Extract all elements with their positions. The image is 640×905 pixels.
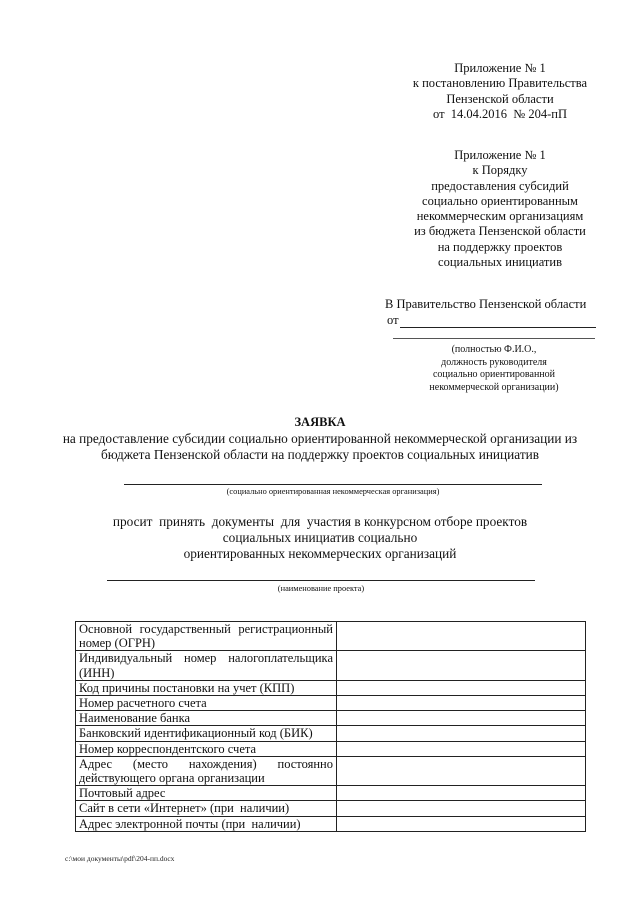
requisite-label: Наименование банка <box>76 711 337 726</box>
fio-fill-line[interactable] <box>393 338 595 339</box>
requisite-value-cell[interactable] <box>337 801 586 816</box>
subtitle-line: бюджета Пензенской области на поддержку проектов социальных инициатив <box>100 447 540 462</box>
request-line: социальных инициатив социально <box>222 530 418 545</box>
organization-fill-line[interactable] <box>124 484 542 485</box>
appendix-2-line: из бюджета Пензенской области <box>414 224 586 239</box>
table-row <box>76 756 586 785</box>
requisite-label: Код причины постановки на учет (КПП) <box>76 680 337 695</box>
application-subtitle <box>40 431 600 463</box>
requisite-label: Адрес (место нахождения) постоянно действующего органа организации <box>76 756 337 785</box>
application-title: ЗАЯВКА <box>294 415 346 429</box>
subtitle-line: на предоставление субсидии социально ориентированной некоммерческой организации из <box>62 431 578 446</box>
appendix-1-line: Приложение № 1 <box>454 61 546 75</box>
requisite-label: Основной государственный регистрационный номер (ОГРН) <box>76 622 337 651</box>
requisite-label: Почтовый адрес <box>76 786 337 801</box>
appendix-2-line: Приложение № 1 <box>454 148 546 162</box>
addressee-to: В Правительство Пензенской области <box>385 297 587 311</box>
requisite-label: Индивидуальный номер налогоплательщика (ИНН) <box>76 651 337 680</box>
requisites-table <box>75 621 586 832</box>
appendix-1-line: от 14.04.2016 № 204-пП <box>433 106 567 121</box>
appendix-1-header <box>380 61 620 122</box>
table-row <box>76 622 586 651</box>
table-row <box>76 726 586 741</box>
requisite-value-cell[interactable] <box>337 696 586 711</box>
fio-caption-line: (полностью Ф.И.О., <box>451 344 537 355</box>
requisite-label: Адрес электронной почты (при наличии) <box>76 816 337 831</box>
table-row <box>76 741 586 756</box>
from-fill-line[interactable] <box>400 315 596 328</box>
appendix-2-line: социальных инициатив <box>438 255 562 270</box>
project-name-caption: (наименование проекта) <box>277 584 365 593</box>
table-row <box>76 801 586 816</box>
requisite-label: Сайт в сети «Интернет» (при наличии) <box>76 801 337 816</box>
requisite-label: Номер расчетного счета <box>76 696 337 711</box>
fio-caption-line: должность руководителя <box>441 356 547 368</box>
requisite-value-cell[interactable] <box>337 622 586 651</box>
table-row <box>76 816 586 831</box>
request-text <box>40 514 600 562</box>
table-row <box>76 711 586 726</box>
addressee-block <box>385 296 625 328</box>
table-row <box>76 651 586 680</box>
project-name-fill-line[interactable] <box>107 580 535 581</box>
table-row <box>76 786 586 801</box>
table-row <box>76 680 586 695</box>
appendix-2-line: к Порядку <box>472 163 528 178</box>
requisite-value-cell[interactable] <box>337 786 586 801</box>
requisite-value-cell[interactable] <box>337 741 586 756</box>
appendix-2-line: предоставления субсидий <box>431 178 569 193</box>
appendix-2-header <box>380 148 620 270</box>
appendix-1-line: Пензенской области <box>446 91 554 106</box>
requisite-value-cell[interactable] <box>337 651 586 680</box>
requisite-value-cell[interactable] <box>337 756 586 785</box>
organization-caption: (социально ориентированная некоммерческая организация) <box>226 487 440 496</box>
appendix-2-line: некоммерческим организациям <box>416 209 584 224</box>
requisite-label: Номер корреспондентского счета <box>76 741 337 756</box>
appendix-2-line: социально ориентированным <box>422 193 578 208</box>
from-label: от <box>387 313 399 327</box>
fio-caption-line: социально ориентированной <box>432 369 556 381</box>
requisite-label: Банковский идентификационный код (БИК) <box>76 726 337 741</box>
requisite-value-cell[interactable] <box>337 726 586 741</box>
request-line: просит принять документы для участия в конкурсном отборе проектов <box>112 514 528 529</box>
appendix-2-line: на поддержку проектов <box>437 239 563 254</box>
file-path-footer: c:\мои документы\pdf\204-пп.docx <box>65 854 175 863</box>
request-line: ориентированных некоммерческих организаций <box>183 546 457 561</box>
requisite-value-cell[interactable] <box>337 711 586 726</box>
table-row <box>76 696 586 711</box>
fio-caption <box>393 344 595 394</box>
requisite-value-cell[interactable] <box>337 816 586 831</box>
requisite-value-cell[interactable] <box>337 680 586 695</box>
appendix-1-line: к постановлению Правительства <box>412 76 588 91</box>
fio-caption-line: некоммерческой организации) <box>429 381 559 393</box>
